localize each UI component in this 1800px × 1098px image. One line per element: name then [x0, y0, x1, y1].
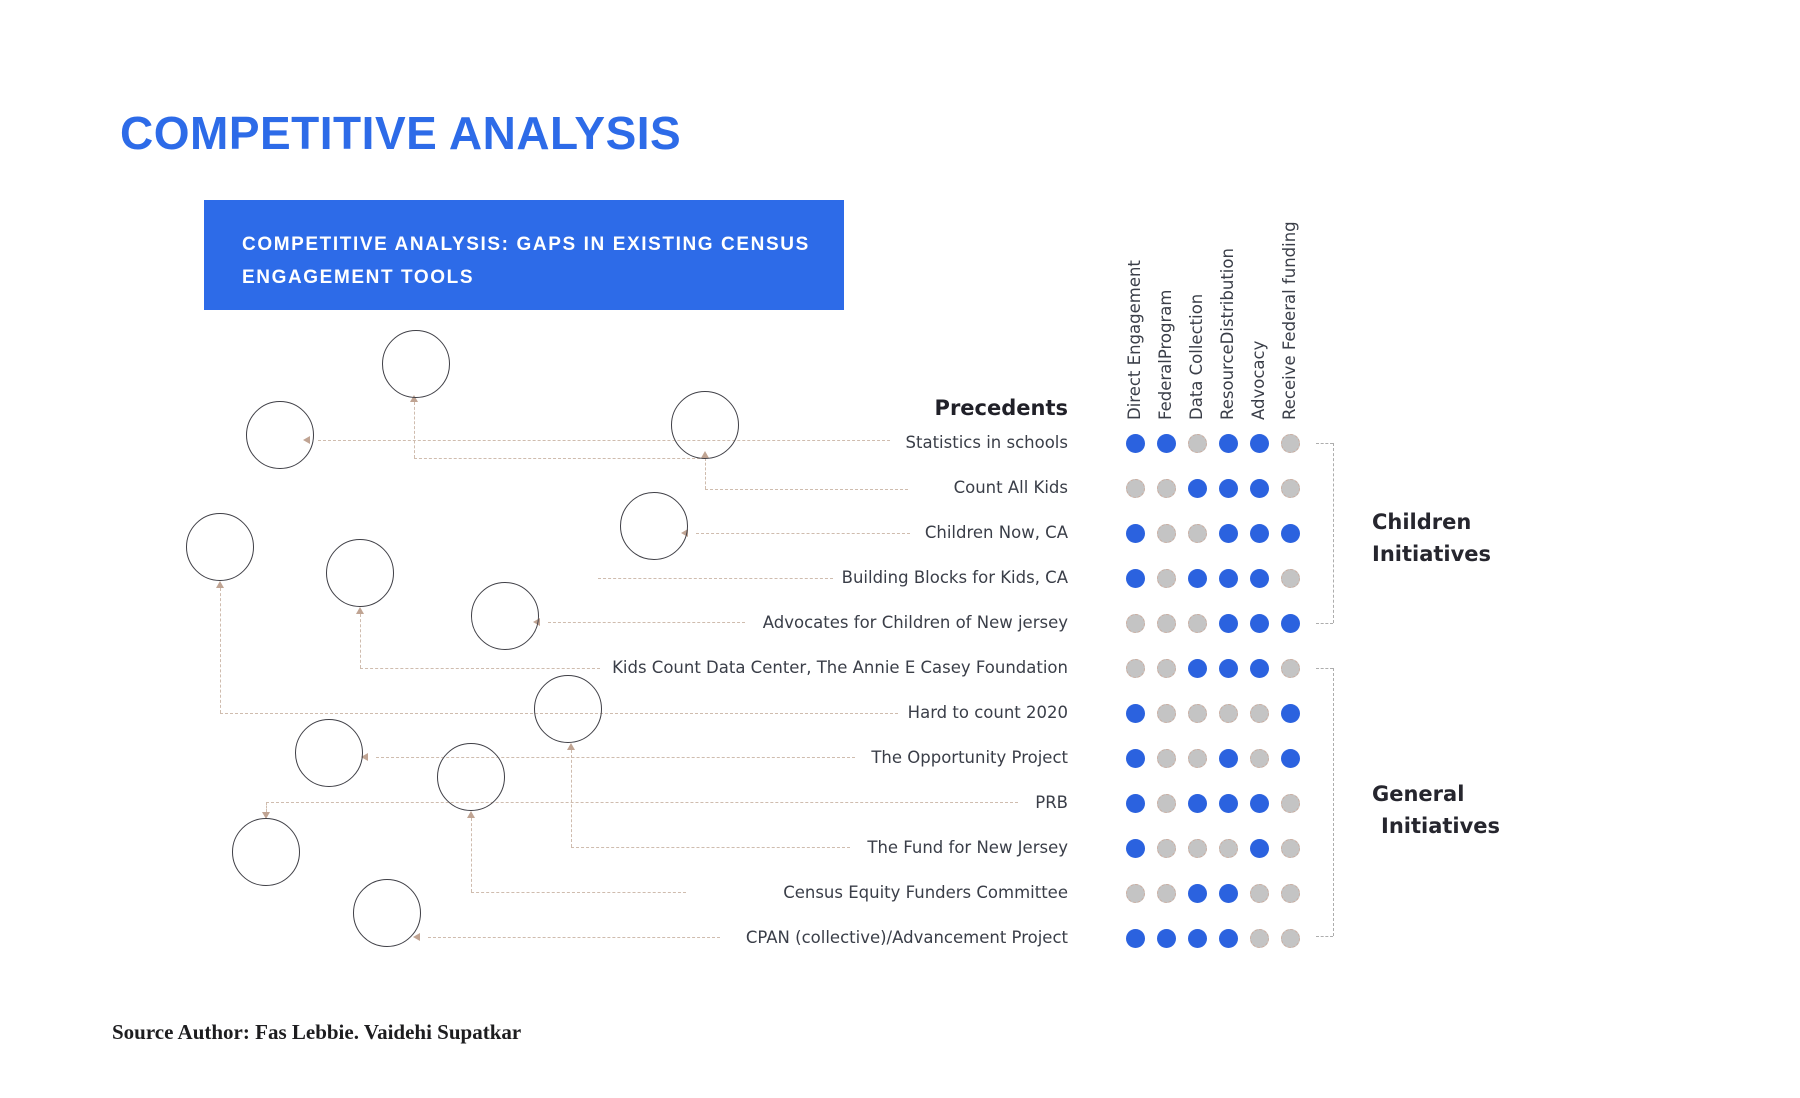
- capability-dot-empty: [1157, 839, 1176, 858]
- connector-segment: [705, 458, 706, 489]
- column-header: Advocacy: [1249, 340, 1268, 420]
- group-label-children: [1372, 506, 1491, 570]
- arrow-left-icon: [413, 933, 420, 941]
- connector-segment: [220, 588, 221, 713]
- general-bracket-stub-top: [1316, 668, 1333, 669]
- connector-segment: [318, 440, 890, 441]
- capability-dot-filled: [1250, 479, 1269, 498]
- capability-dot-empty: [1281, 794, 1300, 813]
- precedent-bubble: [534, 675, 602, 743]
- capability-dot-filled: [1250, 524, 1269, 543]
- precedent-bubble: [232, 818, 300, 886]
- capability-dot-filled: [1188, 884, 1207, 903]
- connector-segment: [471, 818, 472, 892]
- capability-dot-filled: [1250, 794, 1269, 813]
- capability-dot-filled: [1219, 929, 1238, 948]
- subtitle-banner-text: [242, 228, 810, 294]
- row-label: Count All Kids: [953, 478, 1068, 497]
- children-bracket-stub-bottom: [1316, 623, 1333, 624]
- capability-dot-filled: [1219, 569, 1238, 588]
- capability-dot-empty: [1250, 929, 1269, 948]
- capability-dot-empty: [1250, 749, 1269, 768]
- capability-dot-filled: [1250, 659, 1269, 678]
- children-bracket-stub-top: [1316, 443, 1333, 444]
- capability-dot-empty: [1157, 704, 1176, 723]
- children-group-line2: Initiatives: [1372, 542, 1492, 566]
- connector-segment: [428, 937, 720, 938]
- capability-dot-filled: [1219, 749, 1238, 768]
- capability-dot-filled: [1250, 614, 1269, 633]
- capability-dot-filled: [1219, 794, 1238, 813]
- capability-dot-empty: [1157, 884, 1176, 903]
- capability-dot-filled: [1219, 479, 1238, 498]
- capability-dot-empty: [1281, 569, 1300, 588]
- connector-segment: [266, 802, 1018, 803]
- capability-dot-filled: [1188, 659, 1207, 678]
- precedent-bubble: [353, 879, 421, 947]
- source-note: Source Author: Fas Lebbie. Vaidehi Supatkar: [112, 1020, 522, 1044]
- group-label-general: [1372, 778, 1500, 842]
- precedent-bubble: [620, 492, 688, 560]
- precedent-bubble: [382, 330, 450, 398]
- connector-segment: [360, 614, 361, 668]
- column-header: Direct Engagement: [1125, 260, 1144, 420]
- capability-dot-filled: [1281, 524, 1300, 543]
- children-group-line1: Children: [1372, 510, 1472, 534]
- capability-dot-filled: [1188, 794, 1207, 813]
- capability-dot-empty: [1188, 614, 1207, 633]
- general-group-line1: General: [1372, 782, 1465, 806]
- capability-dot-filled: [1126, 749, 1145, 768]
- capability-dot-filled: [1157, 434, 1176, 453]
- capability-dot-filled: [1188, 479, 1207, 498]
- capability-dot-empty: [1126, 479, 1145, 498]
- precedents-heading: Precedents: [934, 396, 1068, 420]
- capability-dot-empty: [1281, 929, 1300, 948]
- precedent-bubble: [437, 743, 505, 811]
- column-header: FederalProgram: [1156, 289, 1175, 420]
- general-bracket-stub-bottom: [1316, 936, 1333, 937]
- precedent-bubble: [326, 539, 394, 607]
- capability-dot-empty: [1281, 479, 1300, 498]
- capability-dot-empty: [1157, 479, 1176, 498]
- capability-dot-filled: [1219, 884, 1238, 903]
- precedent-bubble: [295, 719, 363, 787]
- column-header: ResourceDistribution: [1218, 248, 1237, 420]
- capability-dot-filled: [1219, 614, 1238, 633]
- connector-segment: [471, 892, 686, 893]
- capability-dot-filled: [1281, 614, 1300, 633]
- capability-dot-empty: [1188, 704, 1207, 723]
- capability-dot-empty: [1281, 884, 1300, 903]
- connector-segment: [696, 533, 910, 534]
- connector-segment: [705, 489, 908, 490]
- capability-dot-filled: [1250, 569, 1269, 588]
- capability-dot-filled: [1219, 434, 1238, 453]
- capability-dot-empty: [1157, 659, 1176, 678]
- capability-dot-filled: [1188, 929, 1207, 948]
- column-header: Data Collection: [1187, 293, 1206, 420]
- capability-dot-empty: [1281, 839, 1300, 858]
- capability-dot-empty: [1188, 434, 1207, 453]
- capability-dot-empty: [1157, 614, 1176, 633]
- children-bracket-line: [1333, 443, 1334, 623]
- connector-segment: [548, 622, 745, 623]
- capability-dot-filled: [1281, 749, 1300, 768]
- capability-dot-empty: [1157, 524, 1176, 543]
- capability-dot-filled: [1126, 704, 1145, 723]
- capability-dot-empty: [1188, 524, 1207, 543]
- connector-segment: [266, 802, 267, 812]
- arrow-up-icon: [467, 811, 475, 818]
- row-label: PRB: [1035, 793, 1068, 812]
- arrow-up-icon: [356, 607, 364, 614]
- row-label: Advocates for Children of New jersey: [762, 613, 1068, 632]
- capability-dot-empty: [1188, 839, 1207, 858]
- capability-dot-filled: [1126, 434, 1145, 453]
- banner-line2: ENGAGEMENT TOOLS: [242, 267, 475, 288]
- general-group-line2: Initiatives: [1381, 814, 1501, 838]
- capability-dot-empty: [1281, 659, 1300, 678]
- capability-dot-filled: [1126, 839, 1145, 858]
- capability-dot-empty: [1281, 434, 1300, 453]
- precedent-bubble: [186, 513, 254, 581]
- capability-dot-filled: [1188, 569, 1207, 588]
- connector-segment: [414, 458, 705, 459]
- capability-dot-empty: [1126, 884, 1145, 903]
- capability-dot-empty: [1126, 614, 1145, 633]
- capability-dot-filled: [1281, 704, 1300, 723]
- capability-dot-empty: [1250, 884, 1269, 903]
- capability-dot-empty: [1157, 749, 1176, 768]
- connector-segment: [414, 402, 415, 458]
- banner-line1: COMPETITIVE ANALYSIS: GAPS IN EXISTING CENSUS: [242, 234, 810, 255]
- capability-dot-filled: [1126, 929, 1145, 948]
- page-title: COMPETITIVE ANALYSIS: [120, 107, 682, 159]
- capability-dot-filled: [1219, 659, 1238, 678]
- capability-dot-empty: [1219, 839, 1238, 858]
- row-label: The Fund for New Jersey: [867, 838, 1068, 857]
- row-label: The Opportunity Project: [871, 748, 1068, 767]
- capability-dot-filled: [1157, 929, 1176, 948]
- capability-dot-empty: [1250, 704, 1269, 723]
- subtitle-banner: [204, 200, 844, 310]
- capability-dot-filled: [1219, 524, 1238, 543]
- connector-segment: [598, 578, 833, 579]
- precedent-bubble: [671, 391, 739, 459]
- connector-segment: [571, 847, 850, 848]
- row-label: Children Now, CA: [924, 523, 1068, 542]
- arrow-up-icon: [216, 581, 224, 588]
- row-label: Building Blocks for Kids, CA: [841, 568, 1068, 587]
- connector-segment: [571, 750, 572, 847]
- capability-dot-empty: [1157, 794, 1176, 813]
- row-label: Census Equity Funders Committee: [783, 883, 1068, 902]
- capability-dot-empty: [1219, 704, 1238, 723]
- row-label: Hard to count 2020: [907, 703, 1068, 722]
- capability-dot-empty: [1126, 659, 1145, 678]
- capability-dot-empty: [1157, 569, 1176, 588]
- column-header: Receive Federal funding: [1280, 221, 1299, 420]
- capability-dot-filled: [1126, 794, 1145, 813]
- capability-dot-filled: [1126, 524, 1145, 543]
- capability-dot-filled: [1126, 569, 1145, 588]
- general-bracket-line: [1333, 668, 1334, 936]
- row-label: Kids Count Data Center, The Annie E Casey Foundation: [612, 658, 1068, 677]
- row-label: Statistics in schools: [905, 433, 1068, 452]
- arrow-up-icon: [567, 743, 575, 750]
- precedent-bubble: [246, 401, 314, 469]
- row-label: CPAN (collective)/Advancement Project: [745, 928, 1068, 947]
- connector-segment: [360, 668, 600, 669]
- precedent-bubble: [471, 582, 539, 650]
- capability-dot-filled: [1250, 839, 1269, 858]
- capability-dot-empty: [1188, 749, 1207, 768]
- capability-dot-filled: [1250, 434, 1269, 453]
